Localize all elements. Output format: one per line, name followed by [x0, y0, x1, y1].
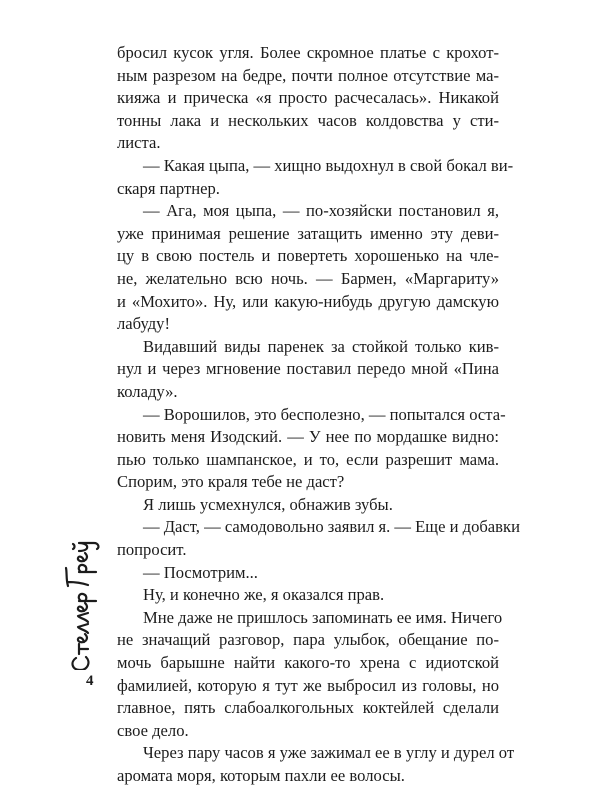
text-line: тонны лака и нескольких часов колдовства у сти- — [117, 110, 499, 130]
text-line: аромата моря, которым пахли ее волосы. — [117, 766, 405, 785]
author-signature — [52, 530, 112, 670]
text-line: — Какая цыпа, — хищно выдохнул в свой бокал ви- — [143, 155, 514, 175]
body-text — [117, 42, 520, 788]
text-line: цу в свою постель и повертеть хорошенько на чле- — [117, 246, 499, 266]
paragraph — [117, 200, 499, 336]
paragraph — [117, 404, 506, 494]
text-line: бросил кусок угля. Более скромное платье с крохот- — [117, 43, 499, 62]
paragraph — [117, 516, 520, 561]
text-line: Ну, и конечно же, я оказался прав. — [143, 585, 385, 605]
text-line: — Ага, моя цыпа, — по-хозяйски постановил я, — [143, 201, 499, 221]
text-line: фамилией, которую я тут же выбросил из головы, но — [117, 675, 499, 695]
paragraph — [117, 607, 503, 743]
text-line: скаря партнер. — [117, 178, 220, 198]
text-line: и «Мохито». Ну, или какую-нибудь другую дамскую — [117, 291, 499, 311]
paragraph — [117, 336, 499, 404]
text-line: главное, пять слабоалкогольных коктейлей сделали — [117, 698, 499, 718]
paragraph — [117, 584, 499, 607]
text-line: — Даст, — самодовольно заявил я. — Еще и добавки — [143, 517, 520, 537]
page-number: 4 — [86, 673, 94, 689]
text-line: ным разрезом на бедре, почти полное отсутствие ма- — [117, 65, 499, 85]
text-line: нул и через мгновение поставил передо мной «Пина — [117, 359, 499, 379]
text-line: уже принимая решение затащить именно эту деви- — [117, 223, 499, 243]
text-line: Через пару часов я уже зажимал ее в углу и дурел от — [143, 743, 515, 763]
text-line: листа. — [117, 133, 161, 153]
text-line: новить меня Изодский. — У нее по мордашке видно: — [117, 427, 499, 447]
text-line: кияжа и прическа «я просто расчесалась». Никакой — [117, 88, 499, 108]
text-line: пью только шампанское, и то, если разрешит мама. — [117, 449, 499, 469]
paragraph — [117, 42, 499, 155]
text-line: — Посмотрим... — [143, 562, 258, 582]
text-line: Мне даже не пришлось запоминать ее имя. Ничего — [143, 607, 503, 627]
text-line: коладу». — [117, 381, 178, 401]
text-line: не значащий разговор, пара улыбок, обещание по- — [117, 630, 499, 650]
text-line: Видавший виды паренек за стойкой только кив- — [143, 336, 499, 356]
text-line: мочь барышне найти какого-то хрена с идиотской — [117, 653, 499, 673]
paragraph — [117, 742, 515, 787]
text-line: Спорим, это краля тебе не даст? — [117, 472, 345, 492]
text-line: Я лишь усмехнулся, обнажив зубы. — [143, 494, 393, 514]
text-line: не, желательно всю ночь. — Бармен, «Маргариту» — [117, 268, 499, 288]
paragraph — [117, 494, 499, 517]
text-line: лабуду! — [117, 314, 170, 334]
text-line: свое дело. — [117, 720, 189, 740]
paragraph — [117, 562, 499, 585]
paragraph — [117, 155, 514, 200]
text-line: — Ворошилов, это бесполезно, — попытался оста- — [143, 404, 506, 424]
text-line: попросит. — [117, 540, 187, 560]
